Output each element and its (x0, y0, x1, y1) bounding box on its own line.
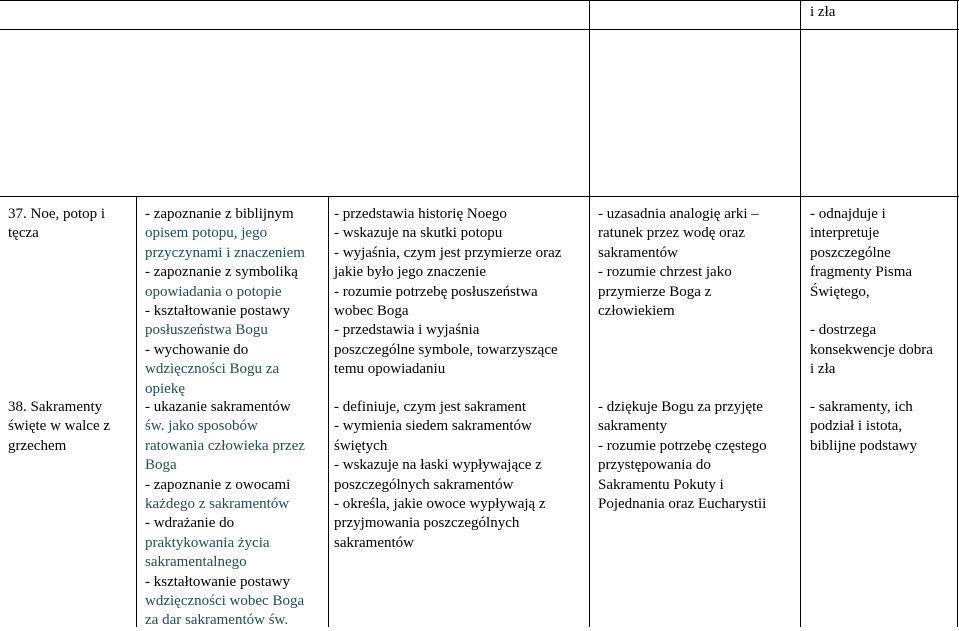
aim-line: opowiadania o potopie (145, 283, 282, 300)
aim-line: opiekę (145, 380, 185, 397)
content-line: wobec Boga (334, 303, 409, 320)
achievement-line: - dziękuje Bogu za przyjęte (598, 399, 763, 415)
aim-line: opisem potopu, jego (145, 225, 268, 242)
bible-line: - dostrzega (810, 322, 877, 339)
content-line: poszczególnych sakramentów (334, 476, 514, 493)
content-line: temu opowiadaniu (334, 361, 446, 378)
aim-line: każdego z sakramentów (145, 496, 290, 513)
column-divider (957, 0, 958, 627)
content-line: - wymienia siedem sakramentów (334, 418, 532, 435)
bible-line (810, 302, 933, 321)
lesson-38-bible (810, 398, 917, 456)
bible-line: - odnajduje i (810, 206, 886, 222)
content-line: - przedstawia i wyjaśnia (334, 322, 480, 339)
aim-line: - wdrażanie do (145, 515, 235, 532)
bible-line: podział i istota, (810, 418, 903, 435)
column-divider (328, 196, 329, 627)
content-line: - wskazuje na łaski wypływające z (334, 457, 542, 474)
aim-line: przyczynami i znaczeniem (145, 244, 305, 261)
content-line: - określa, jakie owoce wypływają z (334, 496, 546, 513)
bible-line: poszczególne (810, 244, 891, 261)
aim-line: sakramentalnego (145, 554, 247, 571)
aim-line: św. jako sposobów (145, 418, 258, 435)
content-line: - przedstawia historię Noego (334, 206, 507, 222)
content-line: - wskazuje na skutki potopu (334, 225, 503, 242)
aim-line: - kształtowanie postawy (145, 573, 290, 590)
bible-line: fragmenty Pisma (810, 264, 913, 281)
content-line: świętych (334, 437, 388, 454)
bible-line: konsekwencje dobra (810, 341, 933, 358)
content-line: jakie było jego znaczenie (334, 264, 487, 281)
column-divider (136, 196, 137, 627)
bible-line: i zła (810, 361, 836, 378)
aim-line: - zapoznanie z symboliką (145, 264, 298, 281)
achievement-line: - uzasadnia analogię arki – (598, 206, 759, 222)
lesson-38-content (334, 398, 546, 553)
content-line: - wyjaśnia, czym jest przymierze oraz (334, 244, 562, 261)
topic-text: święte w walce z (8, 418, 111, 435)
aim-line: praktykowania życia (145, 534, 270, 551)
content-line: - rozumie potrzebę posłuszeństwa (334, 283, 538, 300)
content-line: przyjmowania poszczególnych (334, 515, 520, 532)
lesson-37-aims (145, 205, 305, 399)
column-divider (589, 0, 590, 627)
aim-line: za dar sakramentów św. (145, 612, 289, 629)
achievement-line: człowiekiem (598, 303, 675, 320)
topic-text: 38. Sakramenty (8, 399, 103, 415)
row-divider (0, 196, 959, 197)
achievement-line: ratunek przez wodę oraz (598, 225, 745, 242)
content-line: poszczególne symbole, towarzyszące (334, 341, 558, 358)
lesson-37-topic (8, 205, 105, 244)
lesson-37-content (334, 205, 561, 380)
topic-text: tęcza (8, 225, 39, 242)
lesson-38-aims (145, 398, 305, 631)
aim-line: - zapoznanie z biblijnym (145, 206, 294, 222)
achievement-line: przystępowania do (598, 457, 711, 474)
achievement-line: sakramentów (598, 244, 678, 261)
aim-line: - kształtowanie postawy (145, 303, 290, 320)
column-divider (800, 0, 801, 627)
lesson-38-achievements (598, 398, 767, 514)
aim-line: Boga (145, 457, 177, 474)
aim-line: - wychowanie do (145, 341, 249, 358)
row-divider (0, 29, 959, 30)
lesson-37-achievements (598, 205, 759, 321)
aim-line: wdzięczności wobec Boga (145, 593, 305, 610)
achievement-line: - rozumie chrzest jako (598, 264, 732, 281)
topic-text: grzechem (8, 437, 67, 454)
cell-text: i zła (810, 4, 836, 20)
topic-text: 37. Noe, potop i (8, 206, 106, 222)
achievement-line: Pojednania oraz Eucharystii (598, 496, 767, 513)
bible-line: interpretuje (810, 225, 880, 242)
achievement-line: - rozumie potrzebę częstego (598, 437, 767, 454)
bible-line: - sakramenty, ich (810, 399, 913, 415)
content-line: sakramentów (334, 534, 414, 551)
achievement-line: sakramenty (598, 418, 668, 435)
lesson-37-bible (810, 205, 933, 380)
achievement-line: Sakramentu Pokuty i (598, 476, 724, 493)
bible-line: Świętego, (810, 283, 870, 300)
aim-line: - zapoznanie z owocami (145, 476, 291, 493)
lesson-38-topic (8, 398, 110, 456)
aim-line: posłuszeństwa Bogu (145, 322, 268, 339)
content-line: - definiuje, czym jest sakrament (334, 399, 527, 415)
aim-line: ratowania człowieka przez (145, 437, 305, 454)
top-row-bible-cell (810, 3, 835, 22)
bible-line: biblijne podstawy (810, 437, 918, 454)
aim-line: - ukazanie sakramentów (145, 399, 291, 415)
aim-line: wdzięczności Bogu za (145, 361, 280, 378)
achievement-line: przymierze Boga z (598, 283, 712, 300)
table-top-border (0, 0, 959, 1)
